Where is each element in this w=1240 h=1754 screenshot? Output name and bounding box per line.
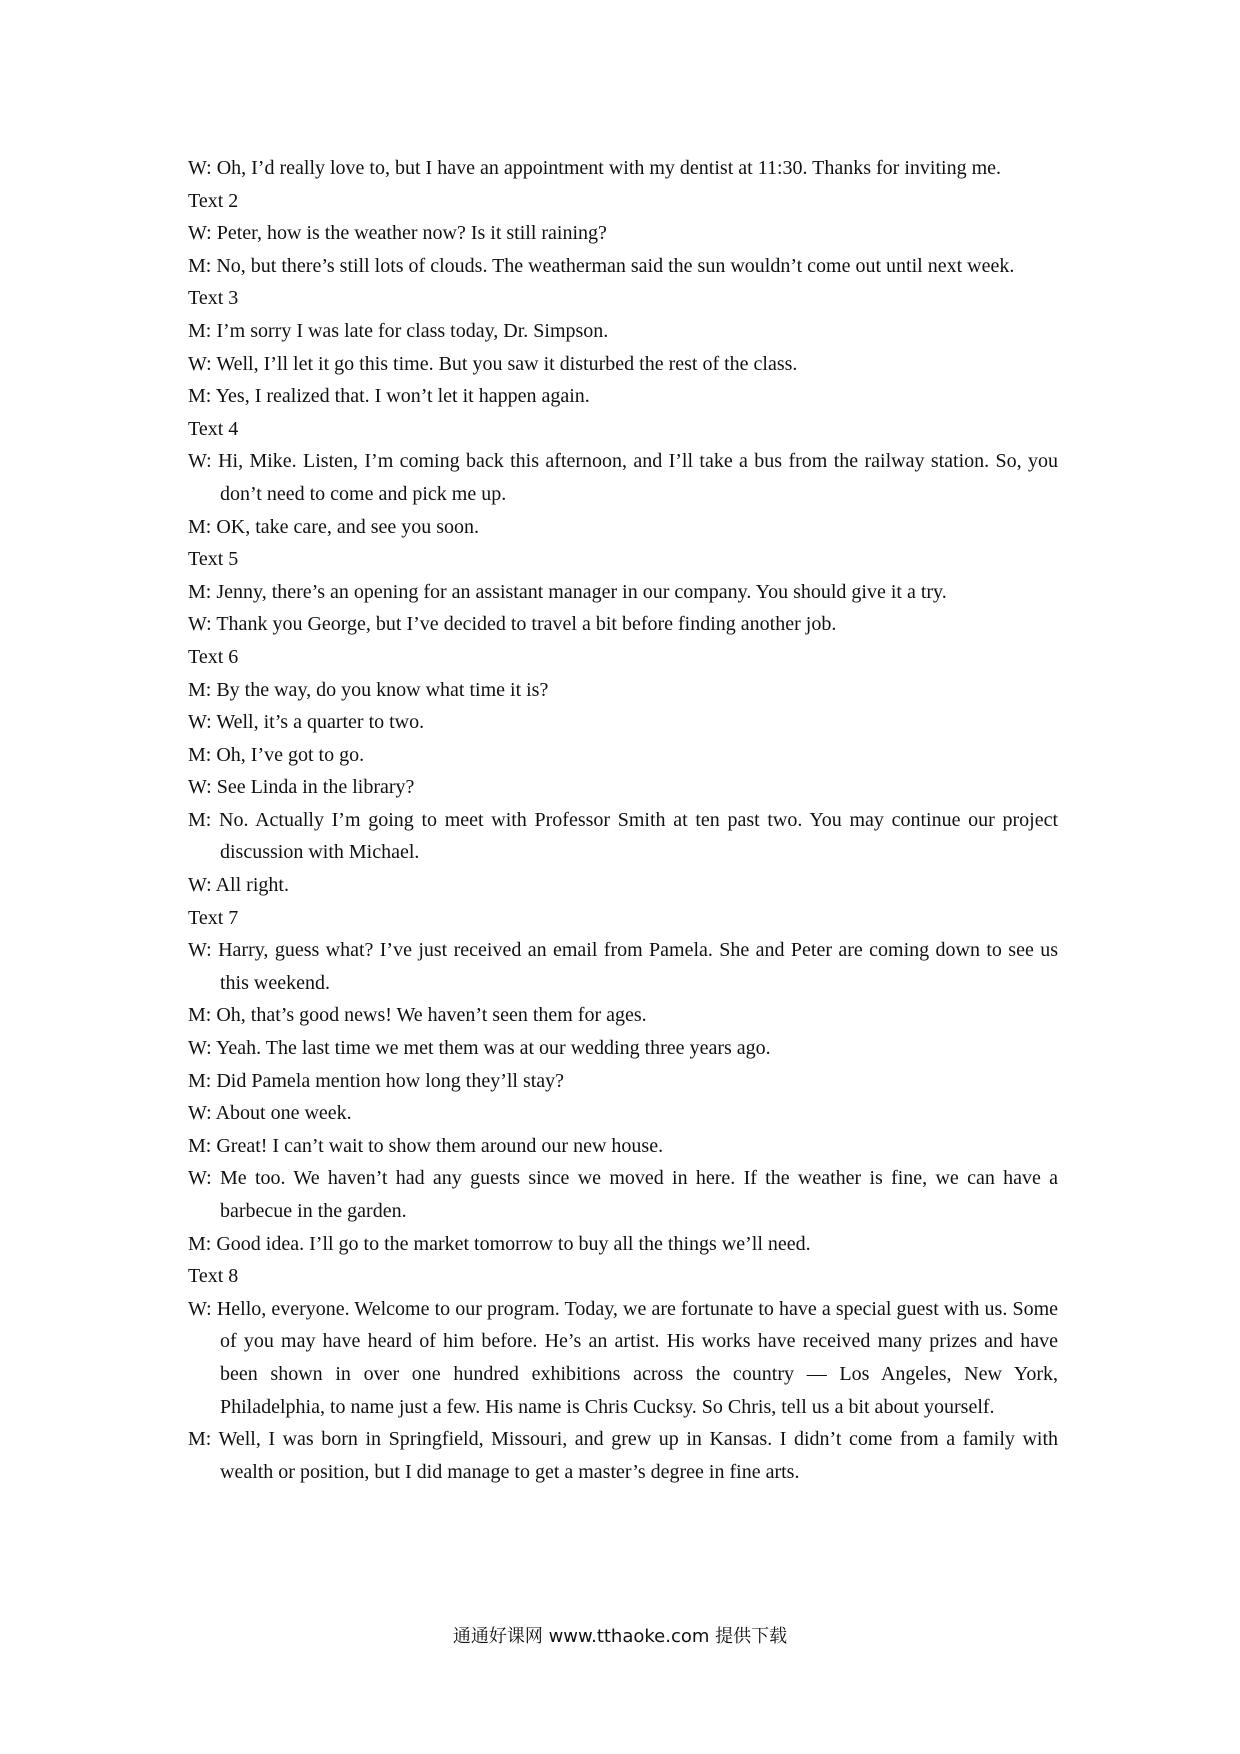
dialogue-text: No. Actually I’m going to meet with Professor Smith at ten past two. You may continue our project discussion with Michael. (219, 808, 1059, 864)
speaker-label: W: (188, 352, 212, 375)
dialogue-line (188, 999, 1058, 1032)
speaker-label: W: (188, 157, 212, 179)
dialogue-text: Oh, I’d really love to, but I have an appointment with my dentist at 11:30. Thanks for inviting me. (216, 157, 1001, 179)
dialogue-text: No, but there’s still lots of clouds. The weatherman said the sun wouldn’t come out until next week. (216, 254, 1015, 277)
dialogue-text: By the way, do you know what time it is? (216, 678, 549, 701)
speaker-label: W: (188, 1037, 212, 1060)
dialogue-line (188, 608, 1058, 641)
dialogue-text: Did Pamela mention how long they’ll stay? (216, 1069, 565, 1092)
dialogue-text: I’m sorry I was late for class today, Dr. Simpson. (216, 319, 609, 342)
dialogue-text: All right. (215, 874, 289, 897)
dialogue-text: Me too. We haven’t had any guests since we moved in here. If the weather is fine, we can have a barbecue in the garden. (220, 1167, 1059, 1222)
speaker-label: M: (188, 743, 212, 766)
dialogue-line (188, 152, 1058, 185)
dialogue-line (188, 576, 1058, 609)
dialogue-line (188, 217, 1058, 250)
dialogue-line (188, 1097, 1058, 1130)
dialogue-text: Hi, Mike. Listen, I’m coming back this afternoon, and I’ll take a bus from the railway station. So, you don’t need to come and pick me up. (218, 450, 1059, 505)
speaker-label: M: (188, 1004, 212, 1027)
dialogue-text: About one week. (215, 1102, 352, 1125)
dialogue-line (188, 348, 1058, 381)
speaker-label: W: (188, 711, 212, 734)
dialogue-text: See Linda in the library? (216, 776, 415, 799)
speaker-label: W: (188, 613, 212, 636)
speaker-label: M: (188, 385, 212, 408)
dialogue-text: Oh, I’ve got to go. (216, 743, 365, 766)
speaker-label: M: (188, 1428, 212, 1451)
page-footer: 通通好课网 www.tthaoke.com 提供下载 (452, 1626, 788, 1647)
dialogue-line (188, 1228, 1058, 1261)
speaker-label: W: (188, 1297, 212, 1320)
dialogue-line (188, 1130, 1058, 1163)
dialogue-text: Yeah. The last time we met them was at our wedding three years ago. (215, 1037, 771, 1060)
dialogue-line (188, 1032, 1058, 1065)
speaker-label: M: (188, 254, 212, 277)
dialogue-line (188, 1423, 1058, 1488)
speaker-label: M: (188, 1134, 212, 1157)
section-heading: Text 8 (188, 1265, 239, 1288)
speaker-label: M: (188, 1232, 212, 1255)
section-heading: Text 2 (188, 189, 239, 212)
dialogue-text: Harry, guess what? I’ve just received an email from Pamela. She and Peter are coming down to see us this weekend. (218, 939, 1059, 994)
dialogue-line (188, 706, 1058, 739)
dialogue-text: Well, it’s a quarter to two. (216, 711, 425, 734)
dialogue-text: Hello, everyone. Welcome to our program. Today, we are fortunate to have a special guest with us. Some of you may have heard of him before. He’s an artist. His works have received many prizes and have been shown in over one hundred exhibitions across the country — Los Angeles, New York, Philadelphia, to name just a few. His name is Chris Cucksy. So Chris, tell us a bit about yourself. (216, 1297, 1059, 1418)
dialogue-line (188, 934, 1058, 999)
section-heading: Text 4 (188, 417, 239, 440)
speaker-label: M: (188, 678, 212, 701)
dialogue-line (188, 1065, 1058, 1098)
dialogue-text: Yes, I realized that. I won’t let it happen again. (215, 385, 590, 408)
dialogue-text: OK, take care, and see you soon. (216, 515, 480, 538)
dialogue-line (188, 511, 1058, 544)
dialogue-line (188, 869, 1058, 902)
section-heading: Text 3 (188, 287, 239, 310)
dialogue-line (188, 380, 1058, 413)
dialogue-line (188, 250, 1058, 283)
speaker-label: M: (188, 808, 212, 831)
dialogue-text: Well, I’ll let it go this time. But you saw it disturbed the rest of the class. (216, 352, 798, 375)
speaker-label: M: (188, 580, 212, 603)
dialogue-text: Good idea. I’ll go to the market tomorrow to buy all the things we’ll need. (216, 1232, 811, 1255)
speaker-label: M: (188, 319, 212, 342)
dialogue-text: Peter, how is the weather now? Is it still raining? (216, 222, 607, 245)
speaker-label: M: (188, 515, 212, 538)
dialogue-line (188, 739, 1058, 772)
dialogue-line (188, 1162, 1058, 1227)
dialogue-line (188, 674, 1058, 707)
dialogue-text: Oh, that’s good news! We haven’t seen them for ages. (216, 1004, 647, 1027)
dialogue-line (188, 1293, 1058, 1423)
section-heading: Text 5 (188, 548, 239, 571)
speaker-label: W: (188, 1167, 212, 1190)
speaker-label: W: (188, 222, 212, 245)
dialogue-text: Jenny, there’s an opening for an assistant manager in our company. You should give it a try. (216, 580, 947, 603)
dialogue-line (188, 771, 1058, 804)
dialogue-line (188, 804, 1058, 869)
speaker-label: M: (188, 1069, 212, 1092)
dialogue-text: Great! I can’t wait to show them around our new house. (216, 1134, 664, 1157)
section-heading: Text 6 (188, 645, 239, 668)
speaker-label: W: (188, 939, 212, 962)
dialogue-line (188, 445, 1058, 510)
transcript-body (188, 152, 1058, 1488)
dialogue-text: Thank you George, but I’ve decided to travel a bit before finding another job. (216, 613, 837, 636)
speaker-label: W: (188, 776, 212, 799)
dialogue-text: Well, I was born in Springfield, Missouri, and grew up in Kansas. I didn’t come from a family with wealth or position, but I did manage to get a master’s degree in fine arts. (218, 1428, 1059, 1483)
dialogue-line (188, 315, 1058, 348)
speaker-label: W: (188, 450, 212, 473)
speaker-label: W: (188, 874, 212, 897)
section-heading: Text 7 (188, 906, 239, 929)
speaker-label: W: (188, 1102, 212, 1125)
